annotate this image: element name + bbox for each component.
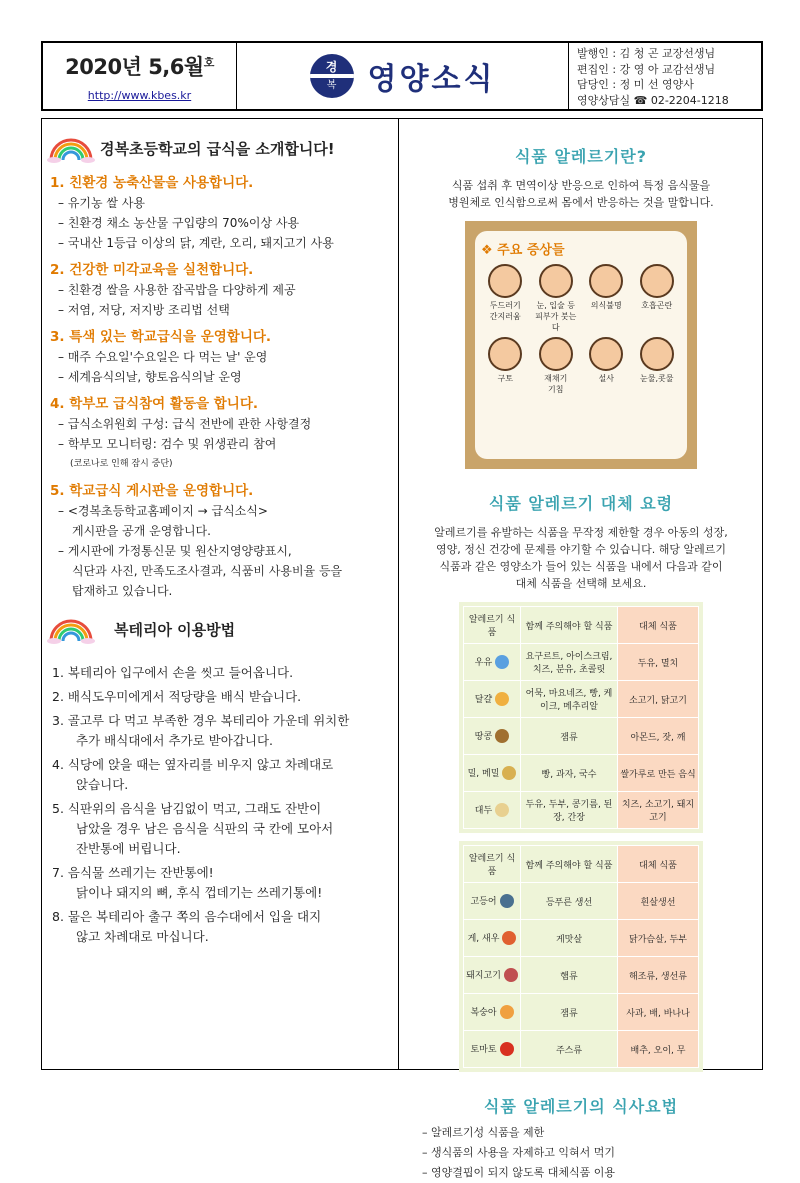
table-row xyxy=(464,1031,699,1068)
allergen-cell xyxy=(464,1031,521,1068)
substitute-table-2-wrap xyxy=(459,841,703,1072)
publisher-line: 담당인 : 정 미 선 영양사 xyxy=(577,78,694,91)
substitute-table-1-wrap xyxy=(459,602,703,833)
section-line: 탑재하고 있습니다. xyxy=(72,584,173,598)
caution-cell: 게맛살 xyxy=(521,920,618,957)
section-line: 게시판을 공개 운영합니다. xyxy=(72,524,211,538)
cafeteria-rule-line: 닭이나 돼지의 뼈, 후식 껍데기는 쓰레기통에! xyxy=(76,885,323,900)
alternative-cell: 아몬드, 잣, 깨 xyxy=(618,718,699,755)
cafeteria-rule-line: 8. 물은 복테리아 출구 쪽의 음수대에서 입을 대지 xyxy=(52,909,322,924)
symptom-item xyxy=(532,264,581,333)
cafeteria-heading: 복테리아 이용방법 xyxy=(46,613,394,645)
cafeteria-rule-line: 4. 식당에 앉을 때는 옆자리를 비우지 않고 차례대로 xyxy=(52,757,334,772)
section-heading: 5. 학교급식 게시판을 운영합니다. xyxy=(50,483,254,499)
child-face-icon xyxy=(488,264,522,298)
symptom-label-2: 간지러움 xyxy=(489,312,521,321)
table-row xyxy=(464,883,699,920)
table-header-cell: 대체 식품 xyxy=(618,607,699,644)
section-line: – 세계음식의날, 향토음식의날 운영 xyxy=(58,370,242,384)
newsletter-title: 영양소식 xyxy=(367,62,496,97)
alternative-cell: 소고기, 닭고기 xyxy=(618,681,699,718)
substitute-text-line: 영양, 정신 건강에 문제를 야기할 수 있습니다. 해당 알레르기 xyxy=(436,543,726,556)
title-block xyxy=(237,43,569,109)
allergen-cell xyxy=(464,883,521,920)
caution-cell: 등푸른 생선 xyxy=(521,883,618,920)
publisher-line: 편집인 : 강 영 아 교감선생님 xyxy=(577,62,716,76)
symptom-item xyxy=(582,264,631,333)
allergy-heading: 식품 알레르기란? xyxy=(514,147,648,166)
section-line: – 국내산 1등급 이상의 닭, 계란, 오리, 돼지고기 사용 xyxy=(58,236,334,250)
diet-item: – 생식품의 사용을 자제하고 익혀서 먹기 xyxy=(422,1146,615,1159)
cafeteria-rule xyxy=(52,755,394,795)
cafeteria-rule-line: 남았을 경우 남은 음식을 식판의 국 칸에 모아서 xyxy=(76,821,334,836)
diet-list xyxy=(422,1123,760,1183)
cafeteria-rule-line: 1. 복테리아 입구에서 손을 씻고 들어옵니다. xyxy=(52,665,294,680)
food-icon xyxy=(495,655,509,669)
child-face-icon xyxy=(539,337,573,371)
table-header-cell: 함께 주의해야 할 식품 xyxy=(521,607,618,644)
allergen-name: 복숭아 xyxy=(470,1007,497,1018)
cafeteria-rule-line: 3. 골고루 다 먹고 부족한 경우 복테리아 가운데 위치한 xyxy=(52,713,350,728)
allergen-name: 돼지고기 xyxy=(466,970,501,981)
section-line: – 저염, 저당, 저지방 조리법 선택 xyxy=(58,303,230,317)
caution-cell: 어묵, 마요네즈, 빵, 케이크, 메추리알 xyxy=(521,681,618,718)
allergen-cell xyxy=(464,792,521,829)
food-icon xyxy=(495,692,509,706)
table-header-cell: 대체 식품 xyxy=(618,846,699,883)
section-heading: 2. 건강한 미각교육을 실천합니다. xyxy=(50,262,254,278)
alternative-cell: 배추, 오이, 무 xyxy=(618,1031,699,1068)
symptom-label: 설사 xyxy=(598,374,614,383)
cafeteria-rule-line: 않고 차례대로 마십니다. xyxy=(76,929,209,944)
diet-item: – 영양결핍이 되지 않도록 대체식품 이용 xyxy=(422,1166,615,1179)
symptom-label: 두드러기 xyxy=(489,301,521,310)
food-icon xyxy=(495,803,509,817)
cafeteria-rule-line: 5. 식판위의 음식을 남김없이 먹고, 그래도 잔반이 xyxy=(52,801,322,816)
publisher-info xyxy=(569,43,761,109)
issue-date: 2020년 5,6월$^호$ xyxy=(65,54,214,79)
symptom-label: 호흡곤란 xyxy=(641,301,673,310)
cafeteria-rule xyxy=(52,907,394,947)
alternative-cell: 사과, 배, 바나나 xyxy=(618,994,699,1031)
table-row xyxy=(464,681,699,718)
left-column xyxy=(46,120,394,947)
table-row xyxy=(464,644,699,681)
section-line: – 게시판에 가정통신문 및 원산지영양량표시, xyxy=(58,544,292,558)
child-face-icon xyxy=(589,337,623,371)
section-heading: 3. 특색 있는 학교급식을 운영합니다. xyxy=(50,329,272,345)
symptom-label: 의식불명 xyxy=(590,301,622,310)
alternative-cell: 치즈, 소고기, 돼지고기 xyxy=(618,792,699,829)
food-icon xyxy=(500,1005,514,1019)
symptoms-grid xyxy=(481,264,681,395)
symptom-item xyxy=(633,337,682,395)
allergy-text-line: 병원체로 인식함으로써 몸에서 반응하는 것을 말합니다. xyxy=(448,196,714,209)
section-line: 식단과 사진, 만족도조사결과, 식품비 사용비율 등을 xyxy=(72,564,343,578)
child-face-icon xyxy=(589,264,623,298)
food-icon xyxy=(500,894,514,908)
publisher-line: 영양상담실 ☎ 02-2204-1218 xyxy=(577,93,729,107)
symptom-item xyxy=(633,264,682,333)
symptom-label: 눈물,콧물 xyxy=(640,374,674,383)
cafeteria-rule xyxy=(52,863,394,903)
section-heading: 4. 학부모 급식참여 활동을 합니다. xyxy=(50,396,258,412)
rainbow-icon xyxy=(46,132,96,164)
substitute-text xyxy=(406,524,756,592)
allergen-name: 토마토 xyxy=(470,1044,497,1055)
table-header-cell: 알레르기 식품 xyxy=(464,607,521,644)
table-header-cell: 함께 주의해야 할 식품 xyxy=(521,846,618,883)
symptoms-title: ❖ 주요 증상들 xyxy=(481,243,565,258)
symptom-item xyxy=(532,337,581,395)
allergy-text-line: 식품 섭취 후 면역이상 반응으로 인하여 특정 음식물을 xyxy=(451,179,711,192)
table-row xyxy=(464,718,699,755)
issue-block xyxy=(43,43,237,109)
symptom-label: 재채기 xyxy=(544,374,568,383)
alternative-cell: 해조류, 생선류 xyxy=(618,957,699,994)
allergen-name: 달걀 xyxy=(474,694,493,705)
allergen-cell xyxy=(464,920,521,957)
symptom-item xyxy=(481,337,530,395)
allergen-name: 게, 새우 xyxy=(467,933,500,944)
column-divider xyxy=(398,118,399,1070)
symptoms-panel xyxy=(465,221,697,469)
substitute-table-2 xyxy=(463,845,699,1068)
intro-heading: 경복초등학교의 급식을 소개합니다! xyxy=(46,132,394,164)
child-face-icon xyxy=(640,337,674,371)
newsletter-header xyxy=(41,41,763,111)
allergen-name: 땅콩 xyxy=(474,731,493,742)
section-line: (코로나로 인해 잠시 중단) xyxy=(70,459,173,469)
cafeteria-rule-line: 2. 배식도우미에게서 적당량을 배식 받습니다. xyxy=(52,689,302,704)
section-line: – <경복초등학교홈페이지 → 급식소식> xyxy=(58,504,268,518)
table-header-cell: 알레르기 식품 xyxy=(464,846,521,883)
symptom-label-2: 기침 xyxy=(548,385,564,394)
rainbow-icon xyxy=(46,613,96,645)
alternative-cell: 두유, 멸치 xyxy=(618,644,699,681)
allergen-cell xyxy=(464,718,521,755)
allergen-cell xyxy=(464,957,521,994)
school-logo: 경 복 xyxy=(310,54,354,98)
section-line: – 매주 수요일'수요일은 다 먹는 날' 운영 xyxy=(58,350,268,364)
diet-heading: 식품 알레르기의 식사요법 xyxy=(483,1097,679,1116)
allergen-cell xyxy=(464,644,521,681)
cafeteria-rule-line: 7. 음식물 쓰레기는 잔반통에! xyxy=(52,865,214,880)
caution-cell: 요구르트, 아이스크림, 치즈, 분유, 초콜릿 xyxy=(521,644,618,681)
allergen-cell xyxy=(464,681,521,718)
cafeteria-rule-line: 앉습니다. xyxy=(76,777,129,792)
allergen-name: 우유 xyxy=(474,657,493,668)
food-icon xyxy=(495,729,509,743)
symptom-label-2: 피부가 붓는다 xyxy=(535,312,577,332)
allergen-cell xyxy=(464,994,521,1031)
cafeteria-rule-line: 잔반통에 버립니다. xyxy=(76,841,181,856)
caution-cell: 주스류 xyxy=(521,1031,618,1068)
substitute-table-1 xyxy=(463,606,699,829)
cafeteria-rule xyxy=(52,799,394,859)
alternative-cell: 흰살생선 xyxy=(618,883,699,920)
alternative-cell: 쌀가루로 만든 음식 xyxy=(618,755,699,792)
food-icon xyxy=(504,968,518,982)
food-icon xyxy=(502,766,516,780)
allergen-cell xyxy=(464,755,521,792)
table-row xyxy=(464,792,699,829)
alternative-cell: 닭가슴살, 두부 xyxy=(618,920,699,957)
right-column xyxy=(402,120,760,1183)
allergen-name: 밀, 메밀 xyxy=(467,768,500,779)
allergen-name: 고등어 xyxy=(470,896,497,907)
publisher-line: 발행인 : 김 청 곤 교장선생님 xyxy=(577,47,716,60)
symptom-label: 눈, 입술 등 xyxy=(536,301,576,310)
diet-item: – 알레르기성 식품을 제한 xyxy=(422,1126,545,1139)
section-line: – 급식소위원회 구성: 급식 전반에 관한 사항결정 xyxy=(58,417,312,431)
section-line: – 학부모 모니터링: 검수 및 위생관리 참여 xyxy=(58,437,277,451)
symptom-label: 구토 xyxy=(497,374,513,383)
child-face-icon xyxy=(488,337,522,371)
symptom-item xyxy=(481,264,530,333)
symptom-item xyxy=(582,337,631,395)
caution-cell: 햄류 xyxy=(521,957,618,994)
substitute-text-line: 대체 식품을 선택해 보세요. xyxy=(515,577,647,590)
cafeteria-rule xyxy=(52,711,394,751)
cafeteria-rule xyxy=(52,663,394,683)
section-line: – 친환경 쌀을 사용한 잡곡밥을 다양하게 제공 xyxy=(58,283,296,297)
child-face-icon xyxy=(640,264,674,298)
section-heading: 1. 친환경 농축산물을 사용합니다. xyxy=(50,175,254,191)
cafeteria-rule-line: 추가 배식대에서 추가로 받아갑니다. xyxy=(76,733,274,748)
cafeteria-rule xyxy=(52,687,394,707)
table-row xyxy=(464,957,699,994)
caution-cell: 빵, 과자, 국수 xyxy=(521,755,618,792)
table-row xyxy=(464,755,699,792)
cafeteria-rules xyxy=(46,663,394,947)
substitute-heading: 식품 알레르기 대체 요령 xyxy=(488,494,674,513)
food-icon xyxy=(502,931,516,945)
allergen-name: 대두 xyxy=(474,805,493,816)
table-row xyxy=(464,994,699,1031)
caution-cell: 잼류 xyxy=(521,718,618,755)
caution-cell: 잼류 xyxy=(521,994,618,1031)
section-line: – 유기농 쌀 사용 xyxy=(58,196,145,210)
section-line: – 친환경 채소 농산물 구입량의 70%이상 사용 xyxy=(58,216,300,230)
substitute-text-line: 알레르기를 유발하는 식품을 무작정 제한할 경우 아동의 성장, xyxy=(434,526,728,539)
table-row xyxy=(464,920,699,957)
child-face-icon xyxy=(539,264,573,298)
school-url-link[interactable]: http://www.kbes.kr xyxy=(87,88,192,102)
allergy-definition xyxy=(406,177,756,211)
caution-cell: 두유, 두부, 콩기름, 된장, 간장 xyxy=(521,792,618,829)
intro-sections xyxy=(46,171,394,599)
food-icon xyxy=(500,1042,514,1056)
substitute-text-line: 식품과 같은 영양소가 들어 있는 식품을 내에서 다음과 같이 xyxy=(439,560,723,573)
